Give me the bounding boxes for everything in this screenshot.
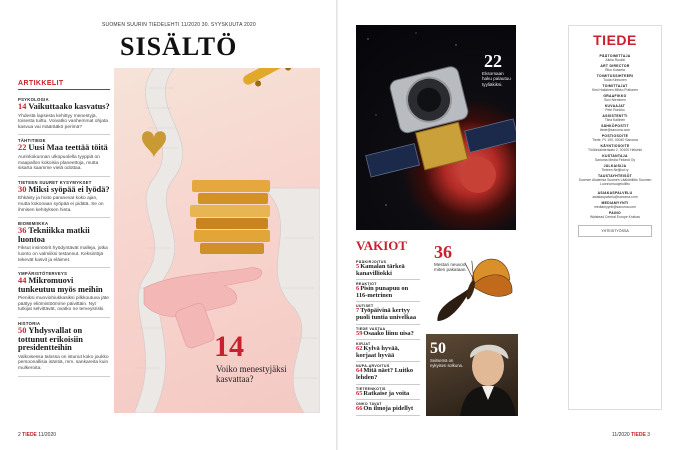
masthead-row [573, 211, 657, 219]
masthead-label: ART DIRECTOR [600, 64, 630, 68]
masthead-value: Tiede, PL 100, 00040 Sanoma [592, 138, 638, 142]
page-title: SISÄLTÖ [120, 32, 238, 61]
entry-title: Kamalan tärkeä kanavilliokki [356, 263, 405, 277]
section-heading: ARTIKKELIT [18, 80, 110, 90]
entry-headline [18, 103, 110, 112]
masthead-value: Tieteen Neljikut ry [601, 168, 629, 172]
masthead-label: GRAAFIKKO [603, 94, 627, 98]
regular-entry[interactable] [356, 362, 420, 384]
masthead-value: Kirsi Hakkinen Mikko Puttonen [592, 88, 638, 92]
entry-category: TIETEEN SUURET KYSYMYKSET [18, 179, 92, 185]
entry-headline [356, 391, 420, 398]
regular-entry[interactable] [356, 280, 420, 302]
masthead-value: Tiina Kallinen [604, 118, 626, 122]
masthead-label: PAINO [609, 211, 621, 215]
masthead-row [573, 174, 657, 186]
masthead-label: TOIMITTAJAT [602, 84, 628, 88]
folio-issue: 11/2020 [38, 432, 56, 438]
entry-headline [18, 227, 110, 244]
regular-entry[interactable] [356, 302, 420, 324]
entry-category: KIRJAT [356, 342, 371, 347]
folio-page: 2 [18, 432, 21, 438]
masthead-value: Sanoma Media Finland Oy [594, 158, 636, 162]
toc-entry[interactable] [18, 177, 110, 218]
masthead-label: KUVAAJAT [604, 104, 626, 108]
toc-entry[interactable] [18, 218, 110, 268]
entry-headline [18, 144, 110, 153]
masthead-row [573, 124, 657, 132]
entry-title: Osaako liinu uisa? [363, 329, 414, 337]
masthead-label: KÄYNTIOSOITE [600, 144, 630, 148]
masthead-row [573, 114, 657, 122]
entry-headline [356, 346, 420, 359]
entry-teaser: Pieniksi muoviohiukkasiksi pilkkoutuva jäte päätyy eliömistöömme päivittäin. Nyt tutkijat selvittävät, ovatko ne terveysriski. [18, 296, 109, 313]
masthead-row [573, 54, 657, 62]
regulars-heading: VAKIOT [356, 238, 408, 253]
entry-category: PÄÄKIRJOITUS [356, 260, 387, 264]
brand-logo: TIEDE [593, 32, 637, 48]
masthead-label: ASSISTENTTI [602, 114, 628, 118]
issue-meta: SUOMEN SUURIN TIEDELEHTI 11/2020 30. SYYSKUUTA 2020 [102, 22, 256, 28]
toc-entry[interactable] [18, 318, 110, 377]
entry-title: Miksi syöpää ei lyödä? [28, 184, 110, 194]
folio-brand: TIEDE [22, 432, 37, 438]
masthead-label: JULKAISIJA [603, 164, 627, 168]
masthead-row [573, 94, 657, 102]
toc-entry[interactable] [18, 94, 110, 135]
entry-title: Uusi Maa teettää töitä [28, 143, 108, 153]
featured-caption: Voiko menestyjäksi kasvattaa? [216, 364, 287, 384]
entry-teaser: Yhdestä lapsesta kehittyy menestyjä, toisesta tuittu. Voivatko vanhemmat ohjata kasvua vai määrääkö perimä? [18, 113, 108, 130]
entry-category: TIETEENKOTIS [356, 386, 386, 391]
entry-headline [18, 277, 110, 294]
masthead-value: Töölönlahdenkatu 2, 00100 Helsinki [588, 148, 642, 152]
masthead-label: TOIMITUSSIHTEERI [596, 74, 634, 78]
folio-issue: 11/2020 [612, 432, 630, 438]
entry-category: BIOMIMIIKKA [18, 221, 49, 227]
partner-badge: YHTEISTYÖSSÄ [578, 225, 652, 237]
featured-page-number: 14 [214, 330, 244, 363]
entry-title: On ilmoja pidellyt [363, 405, 414, 413]
masthead-label: ASIAKASPALVELU [597, 191, 633, 195]
portrait-page-number: 50 [430, 340, 446, 357]
regulars-column [356, 238, 420, 416]
masthead-value: asiakaspalvelu@sanoma.com [592, 195, 638, 199]
photo-caption: Eksomaan haku palautuu tyyliäkiksi. [482, 71, 511, 87]
masthead-label: POSTIOSOITE [601, 134, 629, 138]
hero-illustration [114, 68, 320, 413]
entry-headline [18, 186, 110, 195]
page-number: 65 [356, 389, 363, 397]
page-number: 36 [18, 226, 27, 236]
masthead-row [573, 134, 657, 142]
moth-caption: Mestari neuvoo, miten pakataan. [434, 262, 467, 273]
masthead-value: tiede@sanoma.com [599, 128, 631, 132]
entry-title: Ratkaise ja voita [363, 389, 410, 397]
page-number: 66 [356, 405, 363, 413]
page-number: 22 [18, 143, 27, 153]
masthead-label: TAUSTAYHTEISÖT [597, 174, 633, 178]
entry-category: ONKO TAVAT [356, 402, 382, 407]
entry-headline [356, 264, 420, 277]
folio-brand: TIEDE [631, 432, 646, 438]
regular-entry[interactable] [356, 400, 420, 416]
masthead-value: Jukka Ruukki [604, 58, 626, 62]
page-number: 6 [356, 285, 360, 293]
president-portrait[interactable] [426, 334, 518, 416]
masthead-row [573, 104, 657, 112]
entry-headline [356, 406, 420, 413]
folio-left [18, 432, 56, 438]
masthead-row [573, 191, 657, 199]
regular-entry[interactable] [356, 385, 420, 401]
entry-headline [356, 308, 420, 321]
masthead-label: MEDIAMYYNTI [601, 201, 629, 205]
entry-title: Yhdysvallat on tottunut erikoisiin presidentteihin [18, 326, 83, 353]
telescope-photo[interactable] [356, 25, 516, 230]
entry-teaser: Aurinkokunnan ulkopuolella tyyppiä on maapallon kokoisia planeettoja, mutta sisarta saamme vielä odottaa. [18, 154, 100, 172]
folio-page: 3 [647, 432, 650, 438]
masthead-row [573, 64, 657, 72]
page-number: 30 [18, 184, 27, 194]
entry-title: Työpäivinä kertyy puoli tuntia univelkaa [356, 307, 417, 321]
entry-title: Mitä näet? Luitko lehden? [356, 367, 414, 381]
page-number: 7 [356, 307, 360, 315]
entry-headline [356, 331, 420, 338]
entry-category: HISTORIA [18, 321, 41, 327]
masthead-value: mediamyynti@sanoma.com [594, 205, 636, 209]
entry-category: TIEDE VASTAA [356, 326, 386, 331]
page-number: 14 [18, 102, 27, 111]
entry-title: Pisin punapuu on 116-metrinen [356, 285, 409, 299]
entry-category: UUTISET [356, 304, 374, 309]
moth-page-number: 36 [434, 242, 452, 262]
page-number: 44 [18, 276, 27, 286]
page-gutter [336, 0, 338, 450]
entry-headline [356, 286, 420, 299]
masthead-row [573, 201, 657, 209]
entry-teaser: Ehkäisy ja hoito paranevat koko ajan, mutta kokonaan syöpää ei pidätä. Se on ihmisen kehityksen hinta. [18, 196, 104, 213]
masthead-row [573, 154, 657, 162]
page-number: 62 [356, 345, 363, 353]
masthead-row [573, 164, 657, 172]
masthead-value: Suomen Akatemia Suomen Lääkäriliitto Suomen Luonnonsuojeluliitto [578, 178, 652, 186]
entry-title: Mikromuovi tunkeutuu myös meihin [18, 276, 103, 294]
regular-entry[interactable] [356, 340, 420, 362]
masthead-row [573, 74, 657, 82]
regular-entry[interactable] [356, 258, 420, 280]
entry-category: TÄHTITIEDE [18, 138, 46, 144]
masthead [568, 25, 662, 410]
entry-category: NUPA-ARVOITUS [356, 364, 390, 369]
masthead-value: Suvi Nieminen [604, 98, 626, 102]
page-number: 64 [356, 367, 363, 375]
masthead-value: Tuula Kinnunen [603, 78, 627, 82]
entry-category: REAKTIOT [356, 282, 377, 287]
page-number: 50 [18, 326, 27, 336]
page-number: 5 [356, 263, 360, 270]
entry-title: Vaikuttaako kasvatus? [28, 102, 110, 111]
masthead-value: Petri Ronkko [605, 108, 625, 112]
entry-title: Tekniikka matkii luontoa [18, 226, 90, 244]
toc-entry[interactable] [18, 268, 110, 318]
masthead-label: KUSTANTAJA [602, 154, 628, 158]
entry-teaser: Fiksut insinöörit hyödyntävät malleja, jotka luonto on valmiiksi testannut. Keksintöjä tekevät kasvit ja eläimet. [18, 246, 108, 263]
entry-title: Kylvä hyvää, korjaat hyvää [356, 345, 400, 359]
masthead-value: Walstead Central Europe Krakow [589, 215, 640, 219]
entry-headline [356, 368, 420, 381]
masthead-row [573, 84, 657, 92]
entry-category: PSYKOLOGIA [18, 97, 49, 102]
masthead-label: PÄÄTOIMITTAJA [599, 54, 631, 58]
portrait-caption: Seitsemä on nykyisen solkuna. [430, 358, 464, 368]
masthead-value: Riku Koskela [605, 68, 625, 72]
folio-right [612, 432, 650, 438]
toc-entry[interactable] [18, 135, 110, 176]
page-number: 59 [356, 329, 363, 337]
photo-page-number: 22 [484, 51, 502, 71]
entry-teaser: Valkoisessa talossa on istunut koko joukko persoonallisia isäntiä, mm. sankareita kuin mulkeroita. [18, 354, 109, 372]
masthead-row [573, 144, 657, 152]
entry-headline [18, 327, 110, 353]
masthead-label: SÄHKÖPOSTIT [601, 124, 629, 128]
articles-column [18, 80, 110, 377]
entry-category: YMPÄRISTÖTERVEYS [18, 271, 68, 277]
regular-entry[interactable] [356, 325, 420, 341]
